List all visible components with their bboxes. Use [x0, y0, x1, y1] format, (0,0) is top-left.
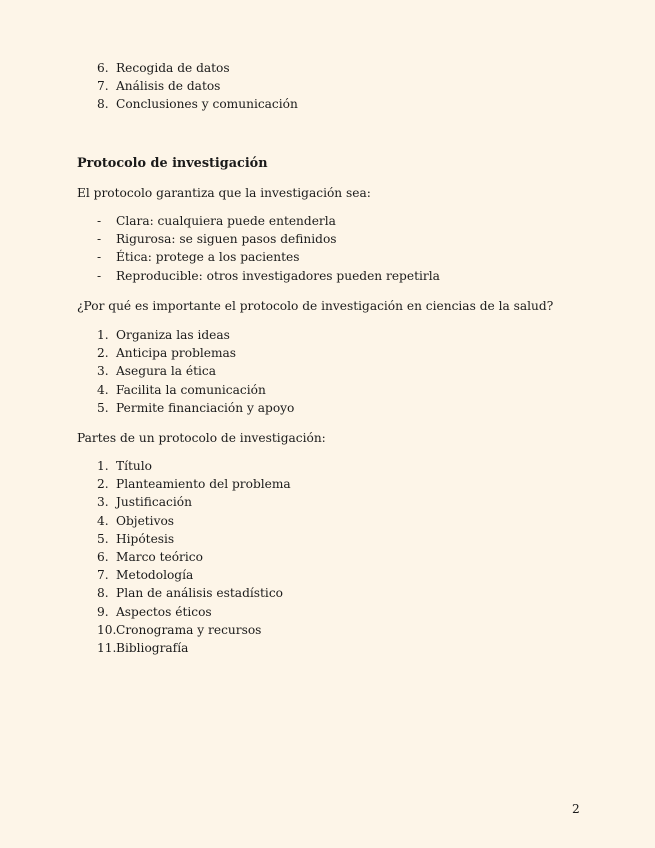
list-marker: 11. [97, 640, 117, 655]
list-item-text: Organiza las ideas [116, 328, 230, 342]
list-item-text: Permite financiación y apoyo [116, 400, 295, 415]
list-item-text: Objetivos [116, 513, 175, 528]
list-item-text: Rigurosa: se siguen pasos definidos [116, 232, 337, 247]
list-item-text: Marco teórico [116, 549, 203, 564]
list-marker: 3. [97, 495, 109, 510]
list-marker: 1. [97, 328, 109, 342]
list-marker: 4. [97, 513, 109, 528]
list-marker: 5. [97, 400, 109, 415]
list-item-text: Anticipa problemas [116, 346, 237, 361]
list-marker: - [97, 250, 102, 265]
list-item-text: Bibliografía [116, 640, 189, 655]
section-heading: Protocolo de investigación [77, 156, 268, 171]
list-marker: 2. [97, 346, 109, 361]
list-item-text: Clara: cualquiera puede entenderla [116, 214, 336, 228]
list-item-text: Facilita la comunicación [116, 382, 266, 397]
intro-paragraph: El protocolo garantiza que la investigación sea: [77, 186, 371, 200]
list-item-text: Plan de análisis estadístico [116, 586, 283, 601]
list-marker: 7. [97, 568, 109, 583]
question-paragraph: ¿Por qué es importante el protocolo de investigación en ciencias de la salud? [77, 299, 554, 313]
list-marker: 6. [97, 549, 109, 564]
list-item-text: Justificación [116, 495, 192, 510]
list-marker: 8. [97, 586, 109, 601]
list-marker: 9. [97, 604, 109, 619]
list-item-text: Cronograma y recursos [116, 622, 262, 637]
page-number: 2 [572, 802, 580, 816]
list-marker: 1. [97, 459, 109, 473]
list-marker: - [97, 232, 102, 247]
parts-paragraph: Partes de un protocolo de investigación: [77, 431, 326, 445]
list-marker: 8. [97, 97, 109, 112]
list-item-text: Asegura la ética [116, 364, 217, 379]
list-item-text: Título [116, 459, 153, 473]
list-item-text: Análisis de datos [116, 79, 221, 94]
list-marker: 3. [97, 364, 109, 379]
list-marker: 7. [97, 79, 109, 94]
list-marker: - [97, 214, 102, 228]
list-marker: 4. [97, 382, 109, 397]
list-marker: 10. [97, 622, 117, 637]
list-marker: 6. [97, 61, 109, 75]
list-item-text: Hipótesis [116, 531, 175, 546]
list-marker: - [97, 268, 102, 283]
list-item-text: Reproducible: otros investigadores pueden repetirla [116, 268, 440, 283]
list-marker: 5. [97, 531, 109, 546]
list-item-text: Planteamiento del problema [116, 477, 291, 492]
list-item-text: Aspectos éticos [116, 604, 212, 619]
list-item-text: Ética: protege a los pacientes [116, 250, 300, 265]
list-item-text: Recogida de datos [116, 61, 230, 75]
list-marker: 2. [97, 477, 109, 492]
list-item-text: Metodología [116, 568, 194, 583]
list-item-text: Conclusiones y comunicación [116, 97, 298, 112]
